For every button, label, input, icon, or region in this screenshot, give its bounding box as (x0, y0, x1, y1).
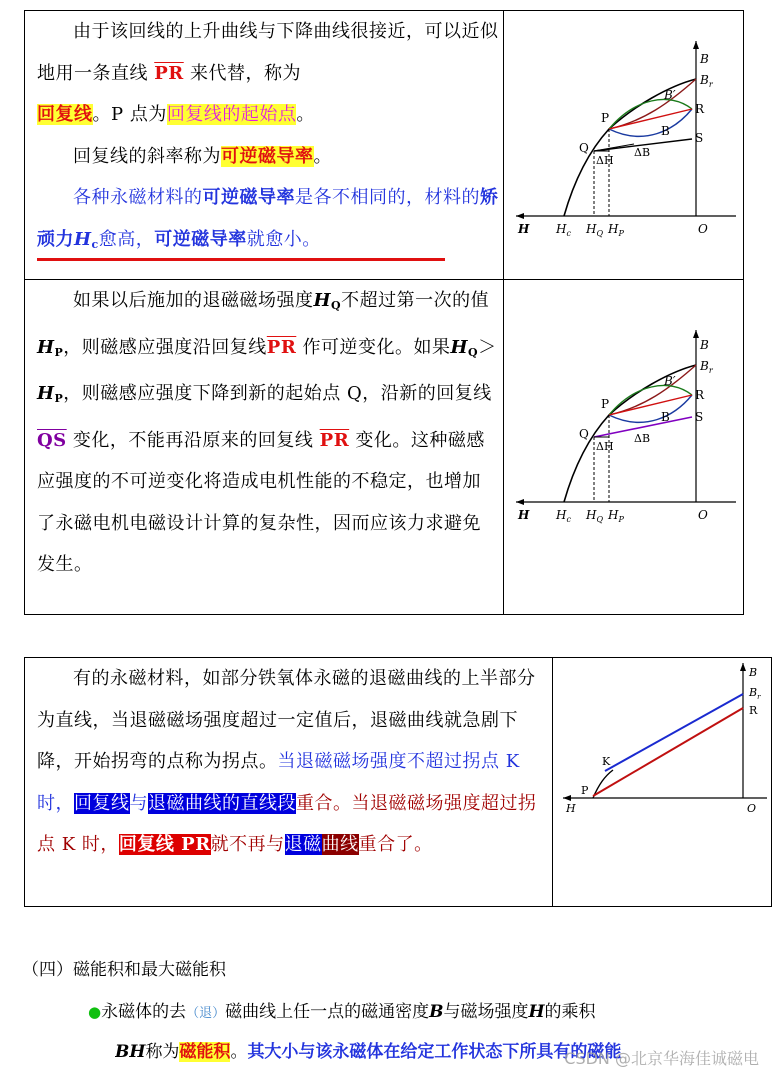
svg-text:B′: B′ (664, 374, 676, 388)
section1-text (37, 11, 499, 265)
svg-text:Hc: $H_c$ (556, 222, 571, 238)
section1-para2: 回复线的斜率称为可逆磁导率。 (73, 145, 332, 167)
svg-text:R: R (695, 388, 705, 402)
section4-line2: BH称为磁能积。其大小与该永磁体在给定工作状态下所具有的磁能 (115, 1042, 622, 1062)
svg-text:ΔB: ΔB (634, 432, 651, 445)
svg-text:S: S (695, 410, 704, 424)
svg-text:P: P (601, 111, 610, 125)
svg-text:B: B (661, 124, 670, 138)
svg-text:O: O (698, 508, 708, 522)
section4-bullet: ●永磁体的去（退）磁曲线上任一点的磁通密度B与磁场强度H的乘积 (88, 1002, 596, 1022)
svg-text:O: O (747, 802, 757, 815)
svg-text:Br: $B_r$ (700, 73, 713, 89)
svg-text:K: K (602, 755, 611, 768)
svg-text:B′: B′ (664, 88, 676, 102)
svg-text:H: H (566, 802, 576, 815)
svg-text:P: P (581, 784, 589, 797)
svg-text:B: B (749, 666, 758, 679)
svg-text:R: R (695, 102, 705, 116)
bullet-dot-icon: ● (88, 1003, 102, 1021)
section3-para: 有的永磁材料，如部分铁氧体永磁的退磁曲线的上半部分为直线，当退磁磁场强度超过一定值后，退磁曲线就急剧下降，开始拐弯的点称为拐点。当退磁磁场强度不超过拐点 K 时，回复线与退磁曲线的直线段重合。当退磁磁场强度超过拐点 K 时，回复线 PR就不再与退磁曲线重合了。 (37, 668, 537, 855)
figure-2 (504, 280, 744, 614)
svg-text:P: P (601, 397, 610, 411)
section1-para1: 由于该回线的上升曲线与下降曲线很接近，可以近似地用一条直线 $\overline{PR}$ 来代替，称为 回复线。P 点为回复线的起始点。 (37, 21, 499, 125)
section2-para: 如果以后施加的退磁磁场强度$H_Q$不超过第一次的值$H_P$，则磁感应强度沿回复线$\overline{PR}$ 作可逆变化。如果$H_Q>H_P$，则磁感应强度下降到新的起始点 Q，沿新的回复线 $\overline{QS}$ 变化，不能再沿原来的回复线 $\overline{PR}$ 变化。这种磁感应强度的不可逆变化将造成电机性能的不稳定，也增加了永磁电机电磁设计计算的复杂性，因而应该力求避免发生。 (37, 290, 497, 575)
svg-text:ΔH: ΔH (596, 154, 614, 167)
svg-text:H: H (518, 222, 530, 236)
svg-text:B: B (661, 410, 670, 424)
section3-table (24, 657, 772, 907)
figure-3 (553, 658, 771, 906)
svg-text:S: S (695, 131, 704, 145)
svg-text:HP: $H_P$ (608, 508, 624, 524)
watermark: CSDN @北京华海佳诚磁电 (564, 1049, 759, 1068)
section1-table (24, 10, 744, 280)
svg-text:Q: Q (579, 427, 589, 441)
svg-text:B: B (700, 52, 709, 66)
svg-text:Br: $B_r$ (749, 686, 761, 701)
svg-text:O: O (698, 222, 708, 236)
svg-text:ΔB: ΔB (634, 146, 651, 159)
svg-text:HQ: $H_Q$ (586, 222, 604, 238)
svg-text:Br: $B_r$ (700, 359, 713, 375)
red-underline (37, 258, 445, 261)
section4-heading: （四）磁能积和最大磁能积 (22, 960, 226, 980)
section3-text (37, 658, 549, 866)
svg-text:Hc: $H_c$ (556, 508, 571, 524)
svg-text:H: H (518, 508, 530, 522)
figure-1 (504, 11, 744, 279)
section2-table (24, 280, 744, 615)
section2-text (37, 280, 499, 586)
svg-text:B: B (700, 338, 709, 352)
svg-text:Q: Q (579, 141, 589, 155)
svg-text:HQ: $H_Q$ (586, 508, 604, 524)
section1-para3: 各种永磁材料的可逆磁导率是各不相同的，材料的矫顽力$H_c$愈高，可逆磁导率就愈小。 (37, 187, 499, 251)
svg-text:HP: $H_P$ (608, 222, 624, 238)
svg-text:ΔH: ΔH (596, 440, 614, 453)
svg-text:R: R (749, 704, 758, 717)
